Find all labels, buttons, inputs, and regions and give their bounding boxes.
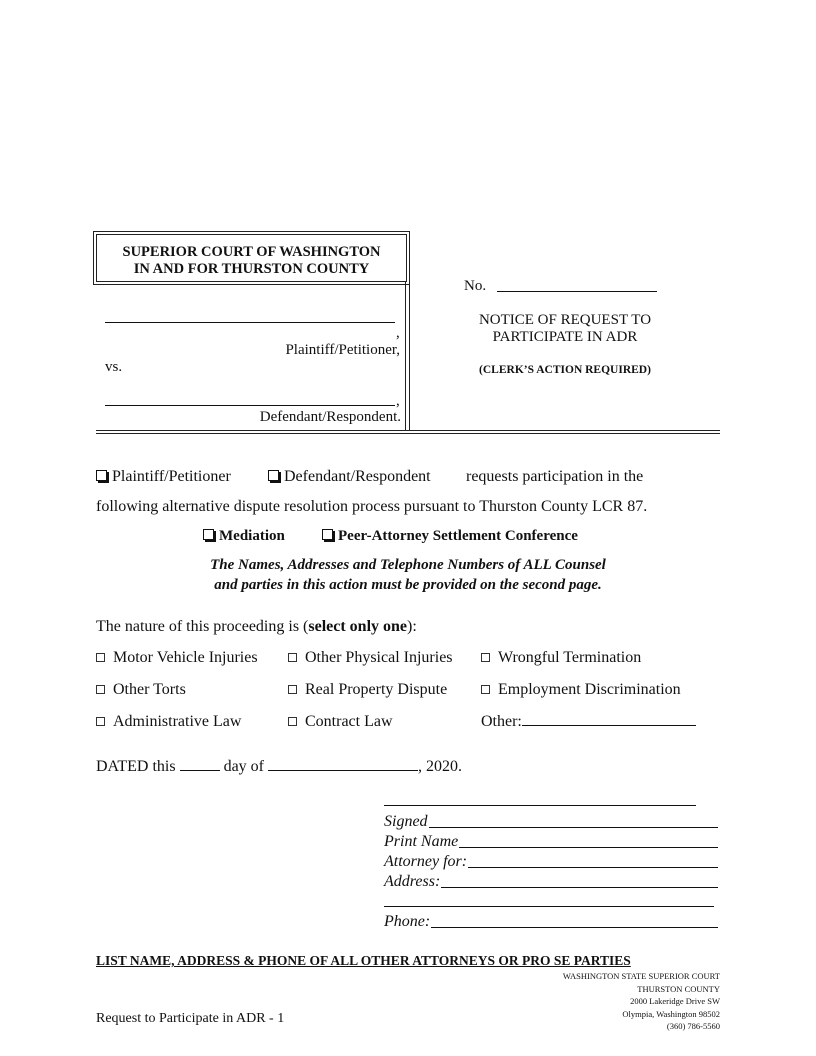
dated-day-field[interactable] <box>180 770 220 771</box>
plaintiff-checkbox[interactable] <box>96 470 107 481</box>
form-title-line1: NOTICE OF REQUEST TO <box>478 312 652 328</box>
form-title-line2: PARTICIPATE IN ADR <box>492 329 638 345</box>
court-name-line1: SUPERIOR COURT OF WASHINGTON <box>122 244 381 260</box>
defendant-option-label: Defendant/Respondent <box>284 468 431 485</box>
plaintiff-name-field[interactable] <box>105 322 395 323</box>
real-property-label: Real Property Dispute <box>305 681 448 698</box>
request-text-line1: requests participation in the <box>466 468 644 485</box>
other-torts-label: Other Torts <box>113 681 186 698</box>
motor-vehicle-label: Motor Vehicle Injuries <box>113 649 258 666</box>
case-number-field[interactable] <box>497 291 657 292</box>
defendant-label: Defendant/Respondent. <box>259 409 401 425</box>
vs-label: vs. <box>105 359 123 375</box>
employment-discrimination-checkbox[interactable] <box>481 685 490 694</box>
court-address-line: 2000 Lakeridge Drive SW <box>630 996 720 1006</box>
clerk-note: (CLERK’S ACTION REQUIRED) <box>479 364 651 376</box>
signature-line[interactable] <box>384 805 696 806</box>
address-label: Address: <box>384 873 441 890</box>
court-address-line: Olympia, Washington 98502 <box>622 1008 720 1019</box>
motor-vehicle-checkbox[interactable] <box>96 653 105 662</box>
print-name-label: Print Name <box>384 833 459 850</box>
counsel-notice-line1: The Names, Addresses and Telephone Numbers of ALL Counsel <box>210 557 606 573</box>
court-address-block <box>480 970 720 1033</box>
other-torts-checkbox[interactable] <box>96 685 105 694</box>
court-name-line2: IN AND FOR THURSTON COUNTY <box>133 261 370 277</box>
court-address-line: (360) 786-5560 <box>666 1021 720 1031</box>
wrongful-termination-checkbox[interactable] <box>481 653 490 662</box>
defendant-checkbox[interactable] <box>268 470 279 481</box>
attorney-for-field[interactable] <box>384 850 718 870</box>
page-footer-label: Request to Participate in ADR - 1 <box>96 1011 285 1026</box>
mediation-checkbox[interactable] <box>203 529 214 540</box>
print-name-field[interactable] <box>384 830 718 850</box>
wrongful-termination-label: Wrongful Termination <box>498 649 642 666</box>
contract-law-checkbox[interactable] <box>288 717 297 726</box>
court-address-line: WASHINGTON STATE SUPERIOR COURT <box>562 971 720 981</box>
peer-conference-checkbox[interactable] <box>322 529 333 540</box>
phone-label: Phone: <box>384 913 431 930</box>
court-address-line: THURSTON COUNTY <box>637 983 720 994</box>
dated-month-field[interactable] <box>268 770 418 771</box>
caption-divider <box>405 282 406 430</box>
counsel-notice-line2: and parties in this action must be provided on the second page. <box>214 577 602 593</box>
request-text-line2: following alternative dispute resolution process pursuant to Thurston County LCR 87. <box>96 498 648 515</box>
signed-field[interactable] <box>384 810 718 830</box>
mediation-label: Mediation <box>219 528 285 544</box>
caption-bottom-rule <box>96 433 720 434</box>
contract-law-label: Contract Law <box>305 713 393 730</box>
other-physical-label: Other Physical Injuries <box>305 649 453 666</box>
court-name-box <box>96 234 407 282</box>
plaintiff-label: Plaintiff/Petitioner, <box>285 342 400 358</box>
real-property-checkbox[interactable] <box>288 685 297 694</box>
administrative-law-checkbox[interactable] <box>96 717 105 726</box>
signed-label: Signed <box>384 813 428 830</box>
peer-conference-label: Peer-Attorney Settlement Conference <box>338 528 578 544</box>
attorney-for-label: Attorney for: <box>384 853 468 870</box>
plaintiff-option-label: Plaintiff/Petitioner <box>112 468 231 485</box>
address-field[interactable] <box>384 870 718 890</box>
address-line2-field[interactable] <box>384 906 714 907</box>
caption-divider <box>409 282 410 430</box>
caption-bottom-rule <box>96 430 720 431</box>
phone-field[interactable] <box>384 910 718 930</box>
defendant-name-field[interactable] <box>105 405 395 406</box>
other-nature-field[interactable] <box>522 725 696 726</box>
other-physical-checkbox[interactable] <box>288 653 297 662</box>
dated-line: DATED this day of , 2020. <box>96 758 462 775</box>
case-number-label: No. <box>464 278 487 294</box>
other-parties-heading: LIST NAME, ADDRESS & PHONE OF ALL OTHER ATTORNEYS OR PRO SE PARTIES <box>96 953 631 968</box>
employment-discrimination-label: Employment Discrimination <box>498 681 681 698</box>
nature-prompt: The nature of this proceeding is (select only one): <box>96 618 417 635</box>
administrative-law-label: Administrative Law <box>113 713 242 730</box>
other-nature-label: Other: <box>481 713 522 730</box>
